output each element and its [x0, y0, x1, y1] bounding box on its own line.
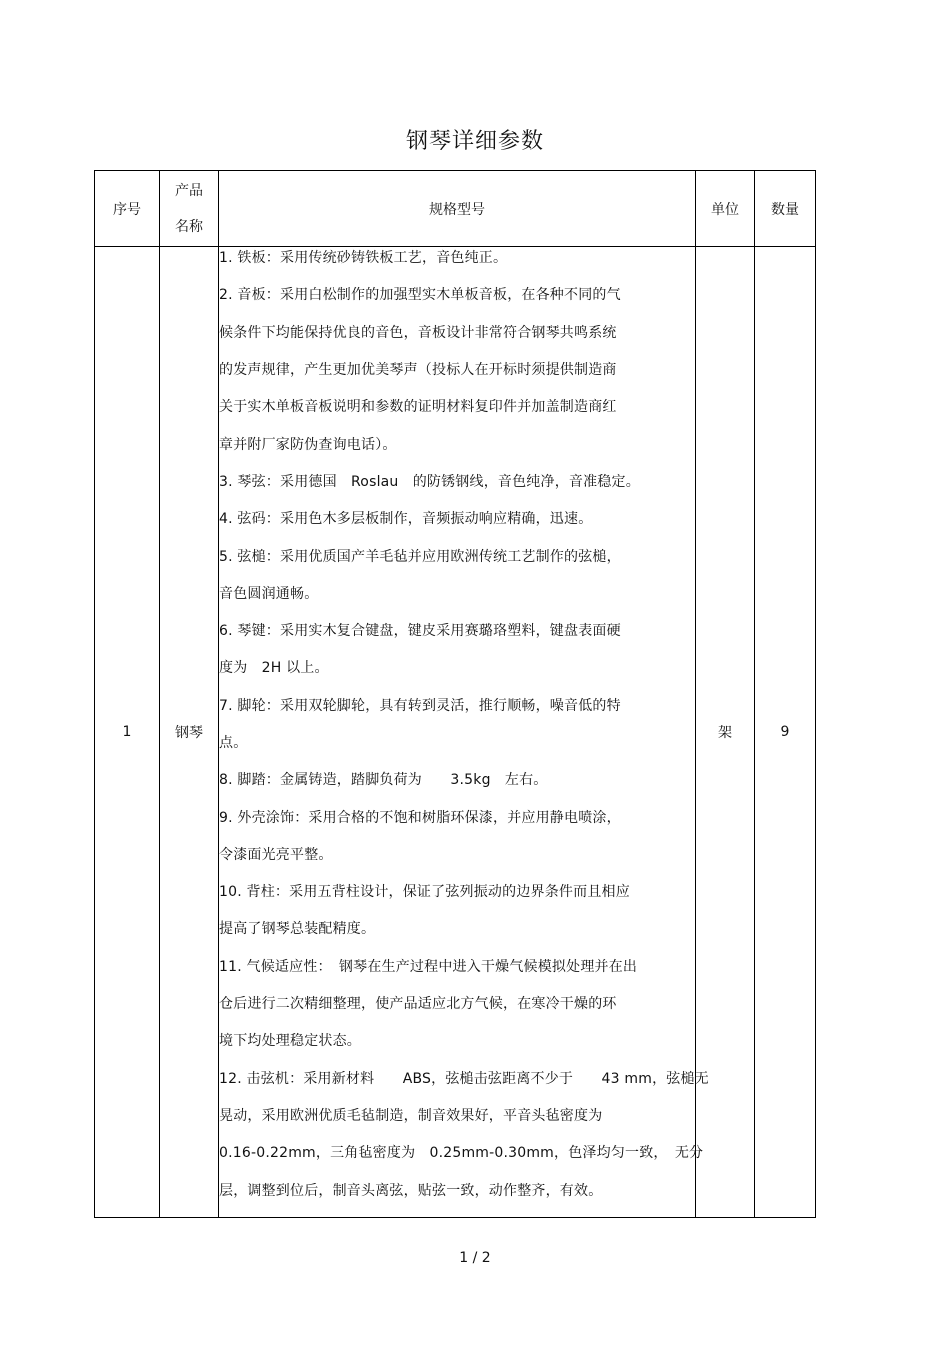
spec-line: 6. 琴键：采用实木复合键盘，键皮采用赛璐珞塑料，键盘表面硬 — [219, 623, 621, 640]
spec-line: 点。 — [219, 735, 248, 751]
spec-table — [94, 170, 816, 1218]
spec-lines — [219, 247, 709, 1217]
table-row — [95, 247, 816, 1218]
spec-line: 0.16-0.22mm，三角毡密度为 0.25mm-0.30mm，色泽均匀一致， 无分 — [219, 1145, 704, 1162]
spec-line: 5. 弦槌：采用优质国产羊毛毡并应用欧洲传统工艺制作的弦槌， — [219, 548, 621, 565]
cell-qty: 9 — [755, 247, 816, 1218]
header-product-name-line1: 产品 — [175, 182, 203, 199]
header-unit: 单位 — [696, 171, 755, 247]
spec-line: 2. 音板：采用白松制作的加强型实木单板音板，在各种不同的气 — [219, 287, 621, 304]
header-product-name-line2: 名称 — [175, 218, 203, 235]
header-index: 序号 — [95, 171, 160, 247]
spec-line: 12. 击弦机：采用新材料 ABS，弦槌击弦距离不少于 43 mm，弦槌无 — [219, 1070, 709, 1087]
spec-line: 境下均处理稳定状态。 — [219, 1033, 361, 1050]
spec-line: 3. 琴弦：采用德国 Roslau 的防锈钢线，音色纯净，音准稳定。 — [219, 473, 640, 490]
page-title: 钢琴详细参数 — [405, 129, 544, 154]
spec-line: 10. 背柱：采用五背柱设计，保证了弦列振动的边界条件而且相应 — [219, 884, 630, 901]
spec-line: 11. 气候适应性： 钢琴在生产过程中进入干燥气候模拟处理并在出 — [219, 958, 638, 975]
header-spec: 规格型号 — [219, 171, 696, 247]
cell-product-name: 钢琴 — [160, 247, 219, 1218]
spec-line: 晃动，采用欧洲优质毛毡制造，制音效果好，平音头毡密度为 — [219, 1107, 603, 1124]
spec-line: 度为 2H 以上。 — [219, 660, 329, 677]
spec-line: 的发声规律，产生更加优美琴声（投标人在开标时须提供制造商 — [219, 362, 617, 379]
table-header-row — [95, 171, 816, 247]
spec-line: 令漆面光亮平整。 — [219, 846, 333, 863]
page-number: 1 / 2 — [459, 1250, 491, 1266]
cell-unit: 架 — [696, 247, 755, 1218]
spec-line: 仓后进行二次精细整理，使产品适应北方气候，在寒冷干燥的环 — [219, 996, 617, 1013]
spec-line: 音色圆润通畅。 — [219, 585, 319, 602]
spec-line: 章并附厂家防伪查询电话）。 — [219, 436, 397, 453]
header-qty: 数量 — [755, 171, 816, 247]
spec-line: 7. 脚轮：采用双轮脚轮，具有转到灵活，推行顺畅，噪音低的特 — [219, 697, 621, 714]
spec-line: 9. 外壳涂饰：采用合格的不饱和树脂环保漆，并应用静电喷涂， — [219, 809, 621, 826]
cell-index: 1 — [95, 247, 160, 1218]
cell-spec — [219, 247, 709, 1218]
spec-line: 提高了钢琴总装配精度。 — [219, 921, 376, 938]
spec-line: 4. 弦码：采用色木多层板制作，音频振动响应精确，迅速。 — [219, 511, 593, 528]
spec-line: 层，调整到位后，制音头离弦，贴弦一致，动作整齐，有效。 — [219, 1182, 603, 1199]
header-product-name — [160, 171, 219, 247]
spec-line: 关于实木单板音板说明和参数的证明材料复印件并加盖制造商红 — [219, 399, 617, 416]
spec-line: 1. 铁板：采用传统砂铸铁板工艺，音色纯正。 — [219, 250, 508, 267]
spec-line: 候条件下均能保持优良的音色，音板设计非常符合钢琴共鸣系统 — [219, 324, 617, 341]
spec-line: 8. 脚踏：金属铸造，踏脚负荷为 3.5kg 左右。 — [219, 772, 548, 789]
